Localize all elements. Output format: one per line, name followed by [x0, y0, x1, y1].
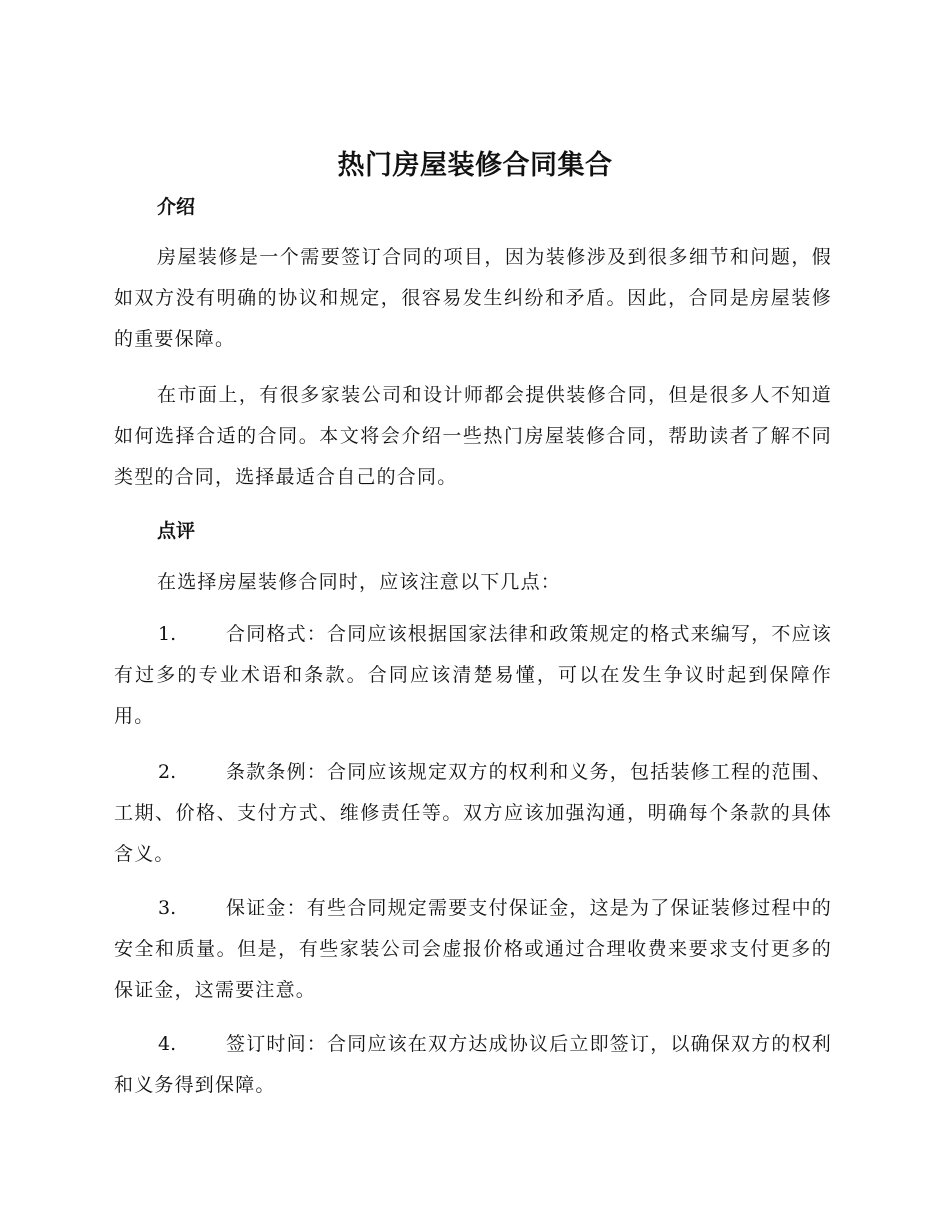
document-title: 热门房屋装修合同集合	[337, 150, 613, 181]
list-item	[114, 614, 832, 737]
section-heading-review: 点评	[157, 520, 196, 542]
list-item	[114, 1024, 832, 1106]
list-item-number: 3.	[158, 897, 177, 919]
list-item-text: 签订时间：合同应该在双方达成协议后立即签订，以确保双方的权利和义务得到保障。	[114, 1033, 833, 1096]
intro-paragraph-1: 房屋装修是一个需要签订合同的项目，因为装修涉及到很多细节和问题，假如双方没有明确的协议和规定，很容易发生纠纷和矛盾。因此，合同是房屋装修的重要保障。	[114, 246, 832, 350]
list-item-text: 保证金：有些合同规定需要支付保证金，这是为了保证装修过程中的安全和质量。但是，有些家装公司会虚报价格或通过合理收费来要求支付更多的保证金，这需要注意。	[114, 897, 833, 1001]
list-item	[114, 752, 832, 875]
list-item	[114, 888, 832, 1011]
list-item-number: 4.	[158, 1033, 177, 1055]
list-item-number: 2.	[158, 761, 177, 783]
list-item-number: 1.	[158, 623, 177, 645]
review-intro: 在选择房屋装修合同时，应该注意以下几点：	[157, 571, 562, 593]
intro-paragraph-2: 在市面上，有很多家装公司和设计师都会提供装修合同，但是很多人不知道如何选择合适的合同。本文将会介绍一些热门房屋装修合同，帮助读者了解不同类型的合同，选择最适合自己的合同。	[114, 384, 832, 488]
list-item-text: 合同格式：合同应该根据国家法律和政策规定的格式来编写，不应该有过多的专业术语和条款。合同应该清楚易懂，可以在发生争议时起到保障作用。	[114, 623, 833, 727]
section-heading-intro: 介绍	[157, 196, 196, 218]
list-item-text: 条款条例：合同应该规定双方的权利和义务，包括装修工程的范围、工期、价格、支付方式、维修责任等。双方应该加强沟通，明确每个条款的具体含义。	[114, 761, 833, 865]
